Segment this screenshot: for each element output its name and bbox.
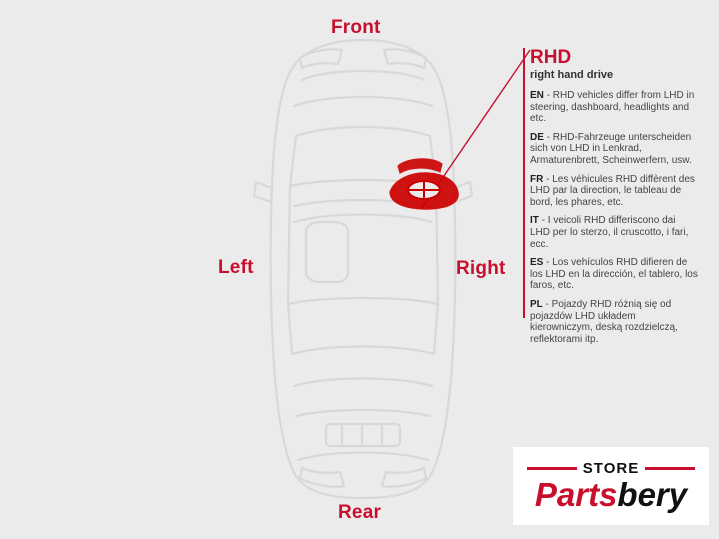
- info-item-lang-en: EN: [530, 90, 544, 101]
- info-item-text-it: - I veicoli RHD differiscono dai LHD per lo sterzo, il cruscotto, i fari, ecc.: [530, 215, 689, 250]
- info-panel-divider: [523, 48, 525, 318]
- info-item-text-en: - RHD vehicles differ from LHD in steering, dashboard, headlights and etc.: [530, 90, 695, 125]
- info-item-pl: [530, 299, 698, 345]
- brand-logo: [513, 447, 709, 525]
- orientation-label-rear: Rear: [338, 502, 382, 523]
- info-panel-subtitle: right hand drive: [530, 69, 614, 81]
- info-item-it: [530, 215, 698, 250]
- logo-bar-right: [645, 467, 695, 470]
- info-item-lang-fr: FR: [530, 173, 544, 185]
- logo-brand-second: bery: [617, 476, 688, 513]
- orientation-label-right: Right: [456, 258, 506, 279]
- info-item-text-pl: - Pojazdy RHD różnią się od pojazdów LHD układem kierowniczym, deską rozdzielczą, reflektorami itp.: [530, 298, 678, 345]
- info-item-text-es: - Los vehículos RHD difieren de los LHD en la dirección, el tablero, los faros, etc.: [530, 257, 698, 292]
- info-item-text-fr: - Les véhicules RHD diffèrent des LHD par la direction, le tableau de bord, les phares, etc.: [530, 173, 695, 208]
- info-item-lang-es: ES: [530, 257, 544, 269]
- info-item-lang-de: DE: [530, 131, 544, 143]
- logo-bar-left: [527, 467, 577, 470]
- logo-brand-text: [535, 478, 687, 512]
- info-panel-title: RHD: [530, 47, 572, 68]
- orientation-label-front: Front: [331, 17, 381, 38]
- info-item-lang-it: IT: [530, 215, 539, 227]
- logo-store-text: STORE: [582, 460, 640, 477]
- info-item-de: [530, 132, 698, 167]
- info-item-fr: [530, 174, 698, 209]
- info-item-en: [530, 90, 698, 125]
- logo-store-row: [527, 460, 695, 477]
- orientation-label-left: Left: [218, 257, 254, 278]
- rhd-info-panel: [530, 48, 698, 352]
- info-item-text-de: - RHD-Fahrzeuge unterscheiden sich von LHD in Lenkrad, Armaturenbrett, Scheinwerfern, usw.: [530, 131, 692, 166]
- logo-brand-first: Parts: [534, 476, 618, 513]
- info-item-es: [530, 257, 698, 292]
- rhd-highlight-and-leader-line: [380, 40, 540, 230]
- info-item-lang-pl: PL: [530, 298, 543, 310]
